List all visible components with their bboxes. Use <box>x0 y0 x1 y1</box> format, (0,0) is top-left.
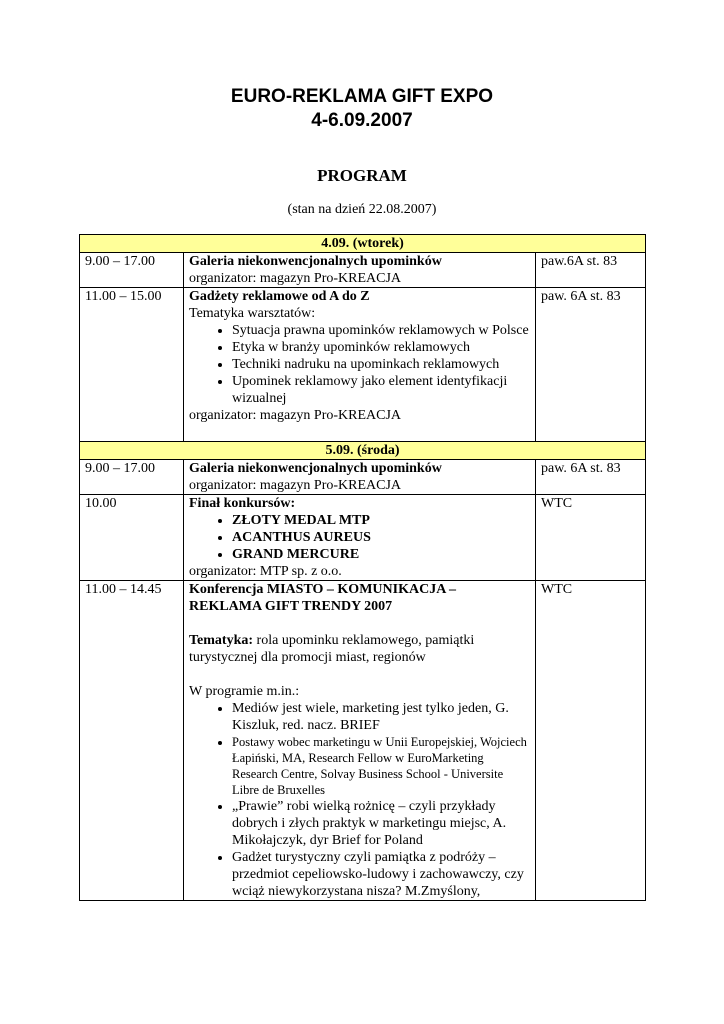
workshop-topics-list <box>189 322 530 407</box>
event-title: Finał konkursów: <box>189 496 296 511</box>
event-time: 11.00 – 15.00 <box>80 288 184 442</box>
event-title: Konferencja MIASTO – KOMUNIKACJA – REKLAMA GIFT TRENDY 2007 <box>189 582 457 614</box>
event-description <box>184 460 536 495</box>
table-row <box>80 253 646 288</box>
event-time: 10.00 <box>80 495 184 581</box>
day-header-row <box>80 442 646 460</box>
event-title: Galeria niekonwencjonalnych upominków <box>189 461 442 476</box>
event-title: Galeria niekonwencjonalnych upominków <box>189 254 442 269</box>
list-item: • GRAND MERCURE <box>232 546 530 563</box>
event-place: paw. 6A st. 83 <box>536 460 646 495</box>
program-heading: PROGRAM <box>317 166 407 185</box>
day-header-row <box>80 235 646 253</box>
document-dates: 4-6.09.2007 <box>311 110 413 131</box>
table-row <box>80 460 646 495</box>
list-item: • Upominek reklamowy jako element identyfikacji wizualnej <box>232 373 530 407</box>
table-row <box>80 495 646 581</box>
program-intro: W programie m.in.: <box>189 684 300 699</box>
list-item: • Etyka w branży upominków reklamowych <box>232 339 530 356</box>
list-item: • Techniki nadruku na upominkach reklamowych <box>232 356 530 373</box>
event-organizer: organizator: magazyn Pro-KREACJA <box>189 271 402 286</box>
event-subtitle: Tematyka warsztatów: <box>189 306 316 321</box>
list-item: • Gadżet turystyczny czyli pamiątka z podróży – przedmiot cepeliowsko-ludowy i zachowawczy, czy wciąż niewykorzystana nisza? M.Zmyślony, <box>232 849 530 900</box>
event-organizer: organizator: MTP sp. z o.o. <box>189 564 342 579</box>
table-row <box>80 288 646 442</box>
list-item: • „Prawie” robi wielką rożnicę – czyli przykłady dobrych i złych praktyk w marketingu miejsc, A. Mikołajczyk, dyr Brief for Poland <box>232 798 530 849</box>
event-place: WTC <box>536 495 646 581</box>
status-date: (stan na dzień 22.08.2007) <box>287 202 437 217</box>
document-title: EURO-REKLAMA GIFT EXPO <box>230 86 494 107</box>
list-item: • ZŁOTY MEDAL MTP <box>232 512 530 529</box>
event-place: WTC <box>536 581 646 901</box>
list-item: • Sytuacja prawna upominków reklamowych w Polsce <box>232 322 530 339</box>
event-description <box>184 288 536 442</box>
event-description <box>184 495 536 581</box>
conference-talks-list <box>189 700 530 900</box>
event-description <box>184 253 536 288</box>
event-title: Gadżety reklamowe od A do Z <box>189 289 370 304</box>
event-description <box>184 581 536 901</box>
event-time: 9.00 – 17.00 <box>80 460 184 495</box>
list-item: • Mediów jest wiele, marketing jest tylko jeden, G. Kiszluk, red. nacz. BRIEF <box>232 700 530 734</box>
event-time: 9.00 – 17.00 <box>80 253 184 288</box>
event-organizer: organizator: magazyn Pro-KREACJA <box>189 478 402 493</box>
table-row <box>80 581 646 901</box>
event-topic <box>189 632 530 666</box>
topic-label: Tematyka: <box>189 633 254 648</box>
day-header-tuesday: 4.09. (wtorek) <box>80 235 646 253</box>
event-place: paw. 6A st. 83 <box>536 288 646 442</box>
topic-text: rola upominku reklamowego, pamiątki turystycznej dla promocji miast, regionów <box>189 633 475 665</box>
event-organizer: organizator: magazyn Pro-KREACJA <box>189 408 402 423</box>
event-place: paw.6A st. 83 <box>536 253 646 288</box>
list-item: • Postawy wobec marketingu w Unii Europejskiej, Wojciech Łapiński, MA, Research Fellow w EuroMarketing Research Centre, Solvay Business School - Universite Libre de Bruxelles <box>232 734 530 798</box>
day-header-wednesday: 5.09. (środa) <box>80 442 646 460</box>
list-item: • ACANTHUS AUREUS <box>232 529 530 546</box>
event-time: 11.00 – 14.45 <box>80 581 184 901</box>
program-table <box>79 234 646 901</box>
contest-list <box>189 512 530 563</box>
